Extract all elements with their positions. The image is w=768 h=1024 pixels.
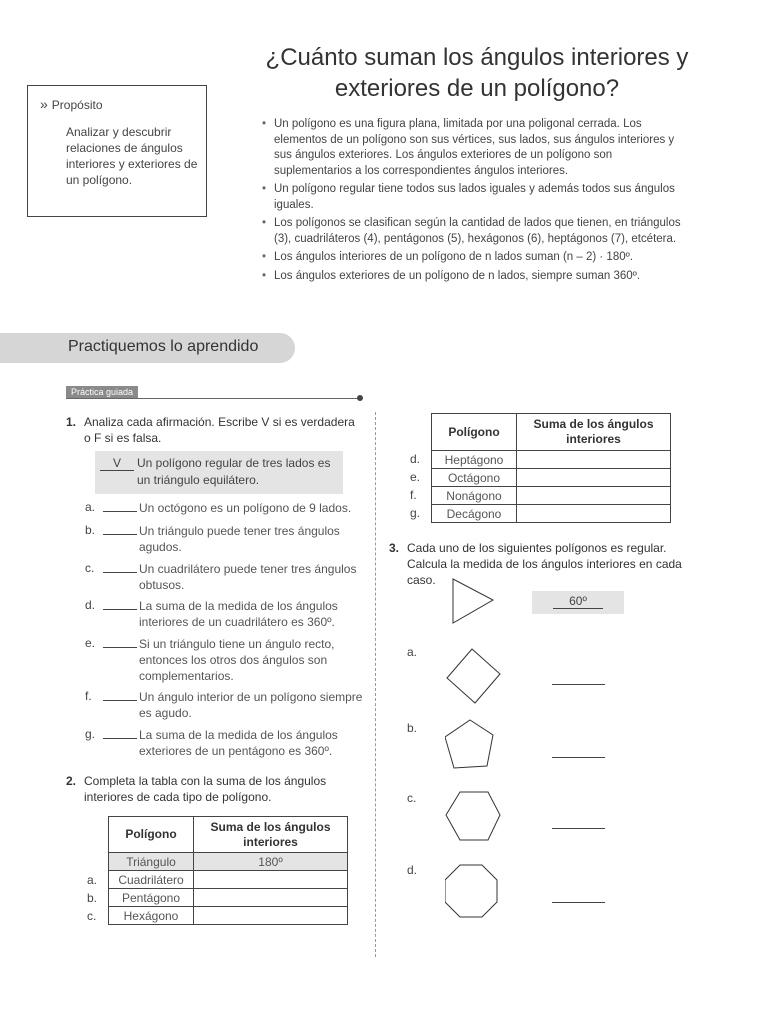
item-letter: c. [85, 561, 95, 575]
sum-cell[interactable] [194, 889, 348, 907]
shape-letter: d. [407, 863, 418, 877]
question-prompt: Completa la tabla con la suma de los ángulos interiores de cada tipo de polígono. [84, 774, 327, 804]
answer-blank[interactable] [103, 636, 137, 648]
purpose-text: Analizar y descubrir relaciones de ángulos interiores y exteriores de un polígono. [66, 125, 198, 187]
item-letter: d. [85, 598, 96, 612]
table-header: Polígono [432, 414, 517, 451]
item-letter: b. [85, 523, 96, 537]
bullet-item: • Los ángulos exteriores de un polígono de n lados, siempre suman 360º. [262, 269, 682, 285]
triangle-shape [453, 579, 493, 623]
answer-blank[interactable] [103, 598, 137, 610]
tag-rule [66, 398, 360, 399]
statement-text: Un octógono es un polígono de 9 lados. [139, 501, 352, 515]
example-answer: 60º [553, 594, 603, 609]
purpose-box [27, 85, 207, 217]
statement-text: Un ángulo interior de un polígono siempre es agudo. [139, 690, 363, 720]
purpose-heading-label: Propósito [51, 98, 103, 112]
purpose-heading [40, 96, 103, 112]
table-row [109, 871, 348, 889]
table-row [432, 469, 671, 487]
polygon-cell: Hexágono [109, 907, 194, 925]
table-row [432, 451, 671, 469]
table-row [109, 907, 348, 925]
bullet-item: • Un polígono es una figura plana, limitada por una poligonal cerrada. Los elementos de un polígono son sus vértices, sus lados, sus ángulos interiores y sus ángulos exteriores. Los ángulos exteriores de un polígono son suplementarios a los correspondientes ángulos interiores. [262, 117, 682, 179]
page-title: ¿Cuánto suman los ángulos interiores y exteriores de un polígono? [265, 44, 689, 102]
double-chevron-icon: » [40, 96, 48, 112]
bullet-item: • Los polígonos se clasifican según la cantidad de lados que tienen, en triángulos (3), cuadriláteros (4), pentágonos (5), hexágonos (6), heptágonos (7), etcétera. [262, 216, 682, 247]
square-shape [447, 649, 500, 703]
practice-tag: Práctica guiada [66, 386, 138, 399]
example-statement [100, 455, 340, 489]
question-number: 3. [389, 541, 400, 555]
table-header: Suma de los ángulos interiores [194, 817, 348, 853]
polygon-cell: Triángulo [109, 853, 194, 871]
row-letter: e. [410, 470, 421, 484]
bullet-item: • Los ángulos interiores de un polígono de n lados suman (n – 2) · 180º. [262, 250, 682, 266]
item-letter: a. [85, 500, 96, 514]
statement-text: Un triángulo puede tener tres ángulos agudos. [139, 524, 340, 554]
polygon-cell: Octágono [432, 469, 517, 487]
tag-dot [357, 395, 363, 401]
polygon-cell: Heptágono [432, 451, 517, 469]
example-answer: V [100, 455, 134, 471]
table-row [109, 889, 348, 907]
statement-text: Un cuadrilátero puede tener tres ángulos obtusos. [139, 562, 357, 592]
shape-letter: a. [407, 645, 418, 659]
hexagon-shape [446, 792, 500, 840]
row-letter: f. [410, 488, 417, 502]
question-number: 1. [66, 415, 77, 429]
table-row [432, 505, 671, 523]
answer-blank[interactable] [103, 561, 137, 573]
sum-cell[interactable] [517, 451, 671, 469]
answer-blank[interactable] [103, 500, 137, 512]
question-prompt: Cada uno de los siguientes polígonos es regular. Calcula la medida de los ángulos interiores en cada caso. [407, 541, 682, 587]
shape-letter: c. [407, 791, 417, 805]
polygon-table-2 [431, 413, 671, 523]
table-header: Suma de los ángulos interiores [517, 414, 671, 451]
item-letter: g. [85, 727, 96, 741]
bullet-item: • Un polígono regular tiene todos sus lados iguales y además todos sus ángulos iguales. [262, 182, 682, 213]
column-divider [375, 412, 376, 957]
question-number: 2. [66, 774, 77, 788]
answer-line[interactable] [552, 902, 605, 903]
pentagon-shape [445, 720, 493, 768]
answer-line[interactable] [552, 684, 605, 685]
row-letter: a. [87, 873, 98, 887]
answer-line[interactable] [552, 757, 605, 758]
concept-bullets [262, 117, 682, 287]
statement-text: La suma de la medida de los ángulos exteriores de un pentágono es 360º. [139, 728, 338, 758]
section-title: Practiquemos lo aprendido [68, 338, 259, 355]
sum-cell: 180º [194, 853, 348, 871]
polygon-cell: Pentágono [109, 889, 194, 907]
sum-cell[interactable] [194, 907, 348, 925]
answer-blank[interactable] [103, 523, 137, 535]
row-letter: d. [410, 452, 421, 466]
question-3 [389, 540, 689, 588]
sum-cell[interactable] [517, 469, 671, 487]
sum-cell[interactable] [194, 871, 348, 889]
shape-letter: b. [407, 721, 418, 735]
row-letter: c. [87, 909, 97, 923]
row-letter: g. [410, 506, 421, 520]
answer-blank[interactable] [103, 727, 137, 739]
answer-line[interactable] [552, 828, 605, 829]
octagon-shape [445, 865, 497, 917]
polygon-figures [445, 575, 505, 935]
item-letter: f. [85, 689, 92, 703]
answer-blank[interactable] [103, 689, 137, 701]
polygon-cell: Nonágono [432, 487, 517, 505]
sum-cell[interactable] [517, 487, 671, 505]
question-2 [66, 773, 366, 805]
statement-text: Si un triángulo tiene un ángulo recto, entonces los otros dos ángulos son complementarios. [139, 637, 335, 683]
polygon-table-1 [108, 816, 348, 925]
question-prompt: Analiza cada afirmación. Escribe V si es verdadera o F si es falsa. [84, 415, 355, 445]
row-letter: b. [87, 891, 98, 905]
polygon-cell: Cuadrilátero [109, 871, 194, 889]
table-row [432, 487, 671, 505]
polygon-cell: Decágono [432, 505, 517, 523]
table-row [109, 853, 348, 871]
statement-text: La suma de la medida de los ángulos interiores de un cuadrilátero es 360º. [139, 599, 338, 629]
item-letter: e. [85, 636, 96, 650]
example-text: Un polígono regular de tres lados es un triángulo equilátero. [137, 456, 331, 487]
sum-cell[interactable] [517, 505, 671, 523]
table-header: Polígono [109, 817, 194, 853]
question-1 [66, 414, 366, 446]
